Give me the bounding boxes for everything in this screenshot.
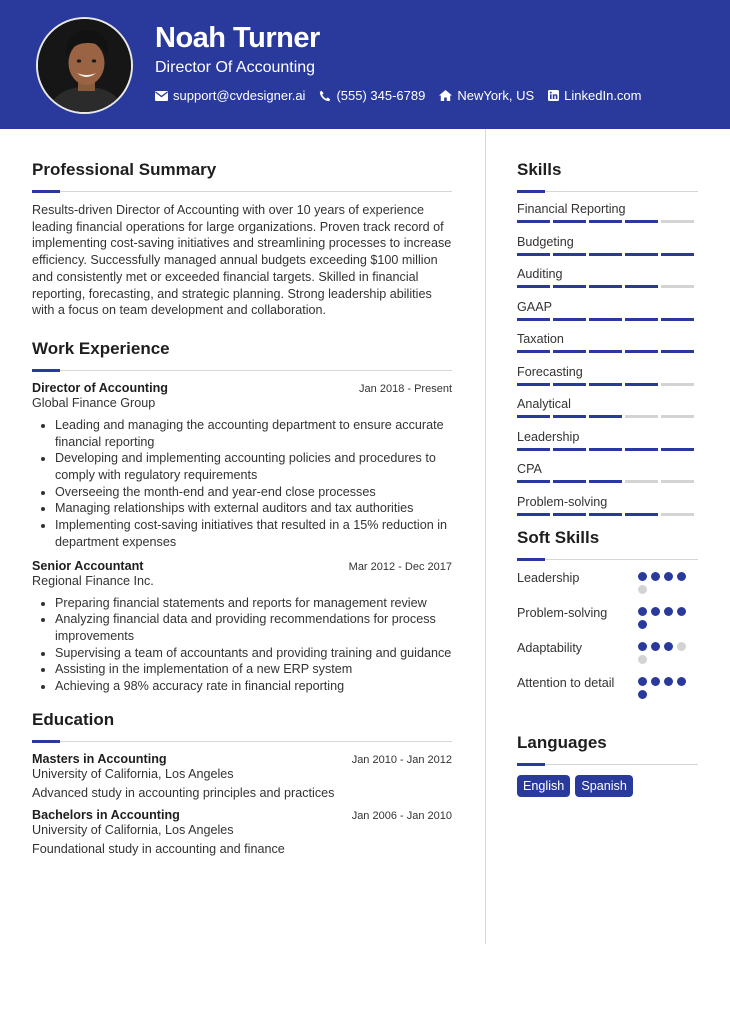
skill-level-segment <box>553 318 586 321</box>
skill-level-segment <box>517 415 550 418</box>
rating-dot <box>638 677 647 686</box>
skill-level-bar <box>517 383 698 386</box>
rating-dot <box>664 607 673 616</box>
skill-level-segment <box>553 253 586 256</box>
job-bullet: • Overseeing the month-end and year-end close processes <box>55 484 452 501</box>
soft-skills-section <box>517 528 698 703</box>
summary-section <box>32 160 452 319</box>
language-badge: English <box>517 775 570 797</box>
skill-item <box>517 397 698 418</box>
rating-dot <box>677 572 686 581</box>
section-title: Soft Skills <box>517 527 600 547</box>
rating-dot <box>638 607 647 616</box>
skill-name: Budgeting <box>517 234 574 249</box>
skill-level-segment <box>517 318 550 321</box>
rating-dot <box>677 642 686 651</box>
job-list <box>32 381 452 695</box>
main-column <box>32 160 452 864</box>
skill-name: CPA <box>517 462 542 476</box>
phone-icon <box>319 90 331 102</box>
skill-level-segment <box>553 415 586 418</box>
skill-item <box>517 202 698 223</box>
job-bullet: • Assisting in the implementation of a new ERP system <box>55 661 452 678</box>
education-entry <box>32 808 452 856</box>
skill-level-segment <box>517 253 550 256</box>
skill-level-segment <box>589 350 622 353</box>
job-org: Global Finance Group <box>32 395 156 410</box>
skill-level-bar <box>517 318 698 321</box>
job-bullet: • Supervising a team of accountants and providing training and guidance <box>55 645 452 662</box>
skill-level-segment <box>517 220 550 223</box>
language-badge: Spanish <box>575 775 633 797</box>
education-description: Foundational study in accounting and finance <box>32 841 285 856</box>
education-header <box>32 752 452 766</box>
skill-item <box>517 332 698 353</box>
column-divider <box>485 129 486 944</box>
skill-level-segment <box>661 513 694 516</box>
skill-level-segment <box>517 513 550 516</box>
soft-skill-item <box>517 605 698 633</box>
job-bullets <box>32 595 452 695</box>
school: University of California, Los Angeles <box>32 766 234 781</box>
job-dates: Mar 2012 - Dec 2017 <box>348 560 452 573</box>
education-dates: Jan 2010 - Jan 2012 <box>351 753 452 766</box>
skills-section <box>517 160 698 516</box>
skill-level-bar <box>517 253 698 256</box>
education-list <box>32 752 452 856</box>
soft-skill-rating <box>638 570 698 598</box>
contact-bar <box>155 88 656 103</box>
contact-linkedin[interactable] <box>548 88 641 103</box>
job-org: Regional Finance Inc. <box>32 573 154 588</box>
skill-item <box>517 267 698 288</box>
rating-dot <box>677 677 686 686</box>
skill-level-segment <box>625 480 658 483</box>
skill-level-segment <box>661 285 694 288</box>
skill-item <box>517 462 698 483</box>
skill-name: Financial Reporting <box>517 202 626 216</box>
soft-skill-list <box>517 570 698 703</box>
skill-level-segment <box>589 253 622 256</box>
skill-level-bar <box>517 220 698 223</box>
section-rule <box>517 190 698 192</box>
skill-level-segment <box>553 383 586 386</box>
rating-dot <box>638 642 647 651</box>
job-bullet: • Implementing cost-saving initiatives that resulted in a 15% reduction in department expenses <box>55 517 452 550</box>
skill-level-bar <box>517 480 698 483</box>
language-list <box>517 775 698 797</box>
skill-level-bar <box>517 448 698 451</box>
skill-level-bar <box>517 513 698 516</box>
skill-level-segment <box>589 383 622 386</box>
skill-name: Auditing <box>517 267 563 281</box>
skill-level-segment <box>517 350 550 353</box>
contact-phone[interactable] <box>319 88 425 103</box>
skill-level-segment <box>553 448 586 451</box>
job-bullet: • Managing relationships with external auditors and tax authorities <box>55 500 452 517</box>
skill-level-segment <box>553 285 586 288</box>
skill-level-segment <box>517 448 550 451</box>
degree: Masters in Accounting <box>32 751 167 766</box>
skill-item <box>517 365 698 386</box>
skill-level-segment <box>661 448 694 451</box>
skill-name: GAAP <box>517 299 552 314</box>
rating-dot <box>638 655 647 664</box>
degree: Bachelors in Accounting <box>32 807 180 822</box>
rating-dot <box>651 642 660 651</box>
skill-level-segment <box>661 480 694 483</box>
skill-level-segment <box>625 220 658 223</box>
skill-level-segment <box>517 480 550 483</box>
skill-level-segment <box>625 383 658 386</box>
skill-level-segment <box>517 285 550 288</box>
soft-skill-name: Problem-solving <box>517 605 608 620</box>
section-rule <box>32 369 452 371</box>
section-rule <box>517 763 698 765</box>
sidebar-column <box>517 160 698 797</box>
school: University of California, Los Angeles <box>32 822 234 837</box>
education-description: Advanced study in accounting principles and practices <box>32 785 335 800</box>
home-icon <box>439 90 452 101</box>
skill-list <box>517 202 698 516</box>
skill-level-segment <box>553 513 586 516</box>
soft-skill-rating <box>638 675 698 703</box>
section-title: Work Experience <box>32 338 170 358</box>
skill-item <box>517 300 698 321</box>
linkedin-icon <box>548 90 559 101</box>
skill-level-segment <box>661 383 694 386</box>
rating-dot <box>677 607 686 616</box>
skill-level-bar <box>517 285 698 288</box>
skill-name: Leadership <box>517 429 580 444</box>
section-rule <box>32 740 452 742</box>
section-title: Skills <box>517 160 562 179</box>
soft-skill-rating <box>638 605 698 633</box>
skill-level-bar <box>517 350 698 353</box>
rating-dot <box>638 620 647 629</box>
skill-level-segment <box>661 253 694 256</box>
skill-level-segment <box>589 480 622 483</box>
soft-skill-name: Leadership <box>517 570 580 585</box>
rating-dot <box>651 677 660 686</box>
skill-level-segment <box>589 513 622 516</box>
skill-level-segment <box>553 350 586 353</box>
experience-section <box>32 339 452 695</box>
skill-level-segment <box>625 415 658 418</box>
job-role: Senior Accountant <box>32 558 144 573</box>
skill-name: Problem-solving <box>517 494 608 509</box>
skill-level-segment <box>661 318 694 321</box>
contact-email[interactable] <box>155 88 305 103</box>
envelope-icon <box>155 91 168 101</box>
job-role: Director of Accounting <box>32 380 168 395</box>
email-text: support@cvdesigner.ai <box>173 88 306 103</box>
skill-name: Analytical <box>517 397 571 411</box>
rating-dot <box>664 572 673 581</box>
job-bullet: • Achieving a 98% accuracy rate in financial reporting <box>55 678 452 695</box>
phone-text: (555) 345-6789 <box>336 88 426 103</box>
resume-header <box>0 0 730 129</box>
soft-skill-item <box>517 570 698 598</box>
section-title: Professional Summary <box>32 160 217 179</box>
skill-item <box>517 495 698 516</box>
skill-level-segment <box>553 480 586 483</box>
section-rule <box>32 190 452 192</box>
skill-item <box>517 430 698 451</box>
skill-level-segment <box>589 220 622 223</box>
rating-dot <box>664 677 673 686</box>
job-entry <box>32 559 452 695</box>
skill-level-segment <box>553 220 586 223</box>
job-header <box>32 381 452 395</box>
job-bullet: • Preparing financial statements and reports for management review <box>55 595 452 612</box>
candidate-title: Director Of Accounting <box>155 59 316 76</box>
education-header <box>32 808 452 822</box>
contact-location[interactable] <box>439 88 534 103</box>
rating-dot <box>664 642 673 651</box>
soft-skill-name: Attention to detail <box>517 675 615 690</box>
skill-level-segment <box>589 415 622 418</box>
rating-dot <box>651 607 660 616</box>
education-section <box>32 710 452 856</box>
skill-level-segment <box>589 318 622 321</box>
skill-level-bar <box>517 415 698 418</box>
linkedin-text: LinkedIn.com <box>564 88 642 103</box>
skill-level-segment <box>661 415 694 418</box>
education-entry <box>32 752 452 800</box>
rating-dot <box>638 572 647 581</box>
soft-skill-rating <box>638 640 698 668</box>
skill-level-segment <box>625 513 658 516</box>
skill-name: Forecasting <box>517 364 583 379</box>
rating-dot <box>638 690 647 699</box>
skill-level-segment <box>589 448 622 451</box>
job-bullet: • Developing and implementing accounting policies and procedures to comply with regulatory requirements <box>55 450 452 483</box>
languages-section <box>517 733 698 797</box>
summary-text: Results-driven Director of Accounting with over 10 years of experience leading financial operations for large organizations. Proven track record of implementing cost-saving initiatives and streamlining processes to increase efficiency. Successfully managed annual budgets exceeding $100 million and consistently met or exceeded financial targets. Skilled in financial reporting, forecasting, and strategic planning. Strong leadership abilities with a focus on team development and collaboration. <box>32 203 452 318</box>
section-rule <box>517 558 698 560</box>
skill-level-segment <box>589 285 622 288</box>
soft-skill-item <box>517 640 698 668</box>
job-dates: Jan 2018 - Present <box>359 382 452 395</box>
candidate-name: Noah Turner <box>155 22 320 54</box>
job-bullet: • Analyzing financial data and providing recommendations for process improvements <box>55 611 452 644</box>
skill-name: Taxation <box>517 332 564 346</box>
skill-level-segment <box>625 448 658 451</box>
skill-level-segment <box>625 350 658 353</box>
skill-level-segment <box>661 350 694 353</box>
skill-level-segment <box>625 253 658 256</box>
soft-skill-item <box>517 675 698 703</box>
section-title: Languages <box>517 732 607 752</box>
rating-dot <box>651 572 660 581</box>
job-header <box>32 559 452 573</box>
job-bullet: • Leading and managing the accounting department to ensure accurate financial reporting <box>55 417 452 450</box>
skill-level-segment <box>661 220 694 223</box>
section-title: Education <box>32 709 115 729</box>
skill-level-segment <box>625 285 658 288</box>
rating-dot <box>638 585 647 594</box>
location-text: NewYork, US <box>457 88 535 103</box>
skill-level-segment <box>517 383 550 386</box>
avatar <box>36 17 133 114</box>
job-bullets <box>32 417 452 551</box>
skill-item <box>517 235 698 256</box>
soft-skill-name: Adaptability <box>517 640 583 655</box>
skill-level-segment <box>625 318 658 321</box>
education-dates: Jan 2006 - Jan 2010 <box>351 809 452 822</box>
job-entry <box>32 381 452 551</box>
